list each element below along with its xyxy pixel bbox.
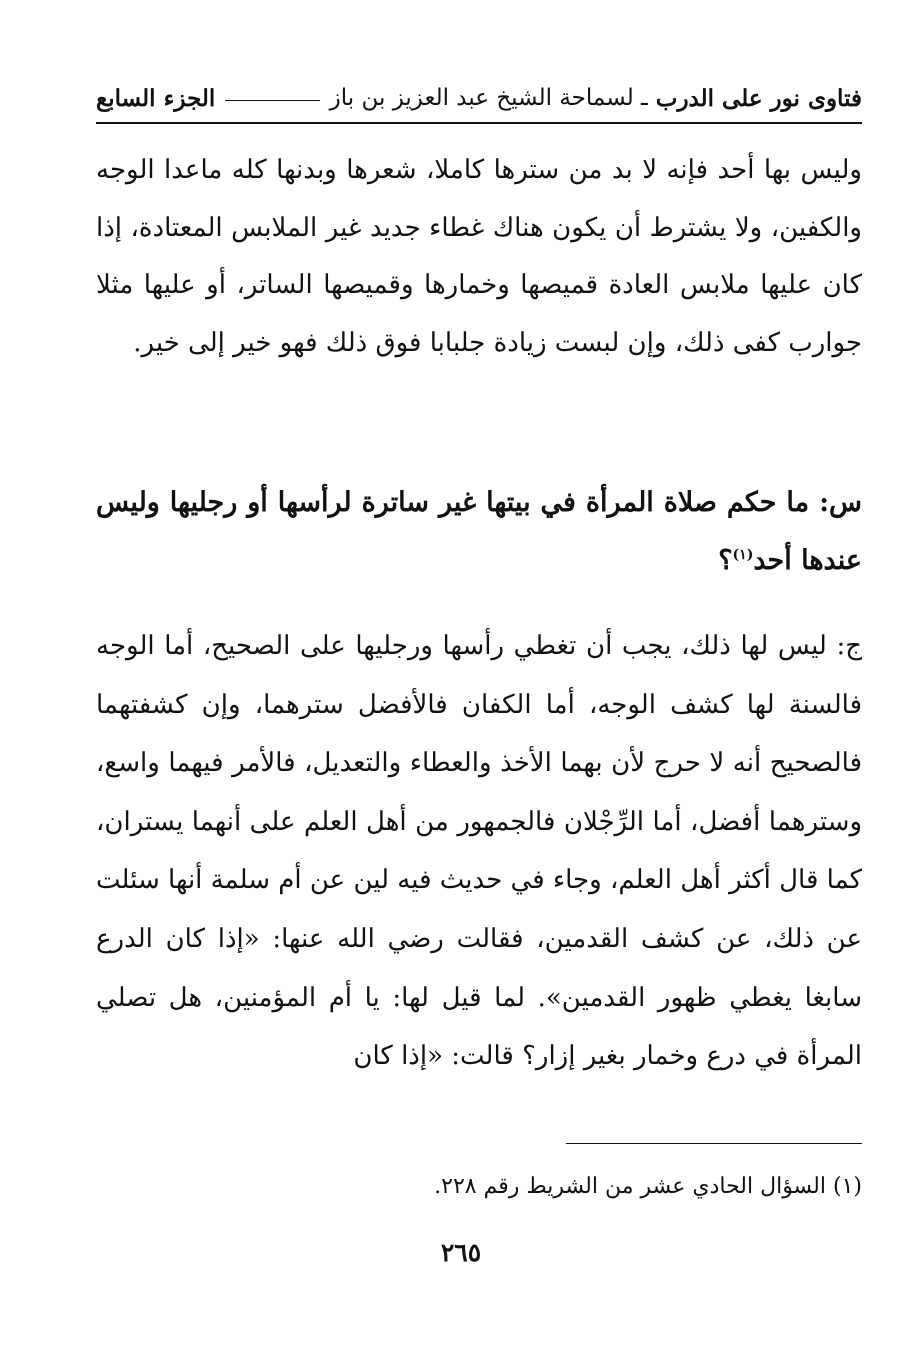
question-end-mark: ؟ — [718, 545, 733, 576]
author-name: ـ لسماحة الشيخ عبد العزيز بن باز — [329, 85, 648, 111]
volume-part: الجزء السابع — [96, 84, 216, 112]
footnote: (١) السؤال الحادي عشر من الشريط رقم ٢٢٨. — [434, 1174, 862, 1199]
page-number: ٢٦٥ — [440, 1238, 482, 1267]
footnote-separator — [566, 1143, 862, 1144]
footnote-marker: (١) — [732, 547, 754, 563]
book-title: فتاوى نور على الدرب — [655, 84, 862, 112]
question-paragraph — [96, 474, 862, 590]
header-dash-line — [225, 100, 319, 101]
question-text: س: ما حكم صلاة المرأة في بيتها غير ساترة لرأسها أو رجليها وليس عندها أحد — [96, 487, 862, 576]
answer-paragraph: ج: ليس لها ذلك، يجب أن تغطي رأسها ورجليها على الصحيح، أما الوجه فالسنة لها كشف الوجه، أما الكفان فالأفضل سترهما، وإن كشفتهما فالصحيح أنه لا حرج لأن بهما الأخذ والعطاء والتعديل، فالأمر فيهما واسع، وسترهما أفضل، أما الرِّجْلان فالجمهور من أهل العلم على أنهما يستران، كما قال أكثر أهل العلم، وجاء في حديث فيه لين عن أم سلمة أنها سئلت عن ذلك، عن كشف القدمين، فقالت رضي الله عنها: «إذا كان الدرع سابغا يغطي ظهور القدمين». لما قيل لها: يا أم المؤمنين، هل تصلي المرأة في درع وخمار بغير إزار؟ قالت: «إذا كان — [96, 631, 862, 1072]
header-rule — [96, 122, 862, 124]
running-header — [96, 76, 862, 120]
continued-paragraph: وليس بها أحد فإنه لا بد من سترها كاملا، شعرها وبدنها كله ماعدا الوجه والكفين، ولا يشترط أن يكون هناك غطاء جديد غير الملابس المعتادة، إذا كان عليها ملابس العادة قميصها وخمارها وقميصها الساتر، أو عليها مثلا جوارب كفى ذلك، وإن لبست زيادة جلبابا فوق ذلك فهو خير إلى خير. — [96, 155, 862, 358]
